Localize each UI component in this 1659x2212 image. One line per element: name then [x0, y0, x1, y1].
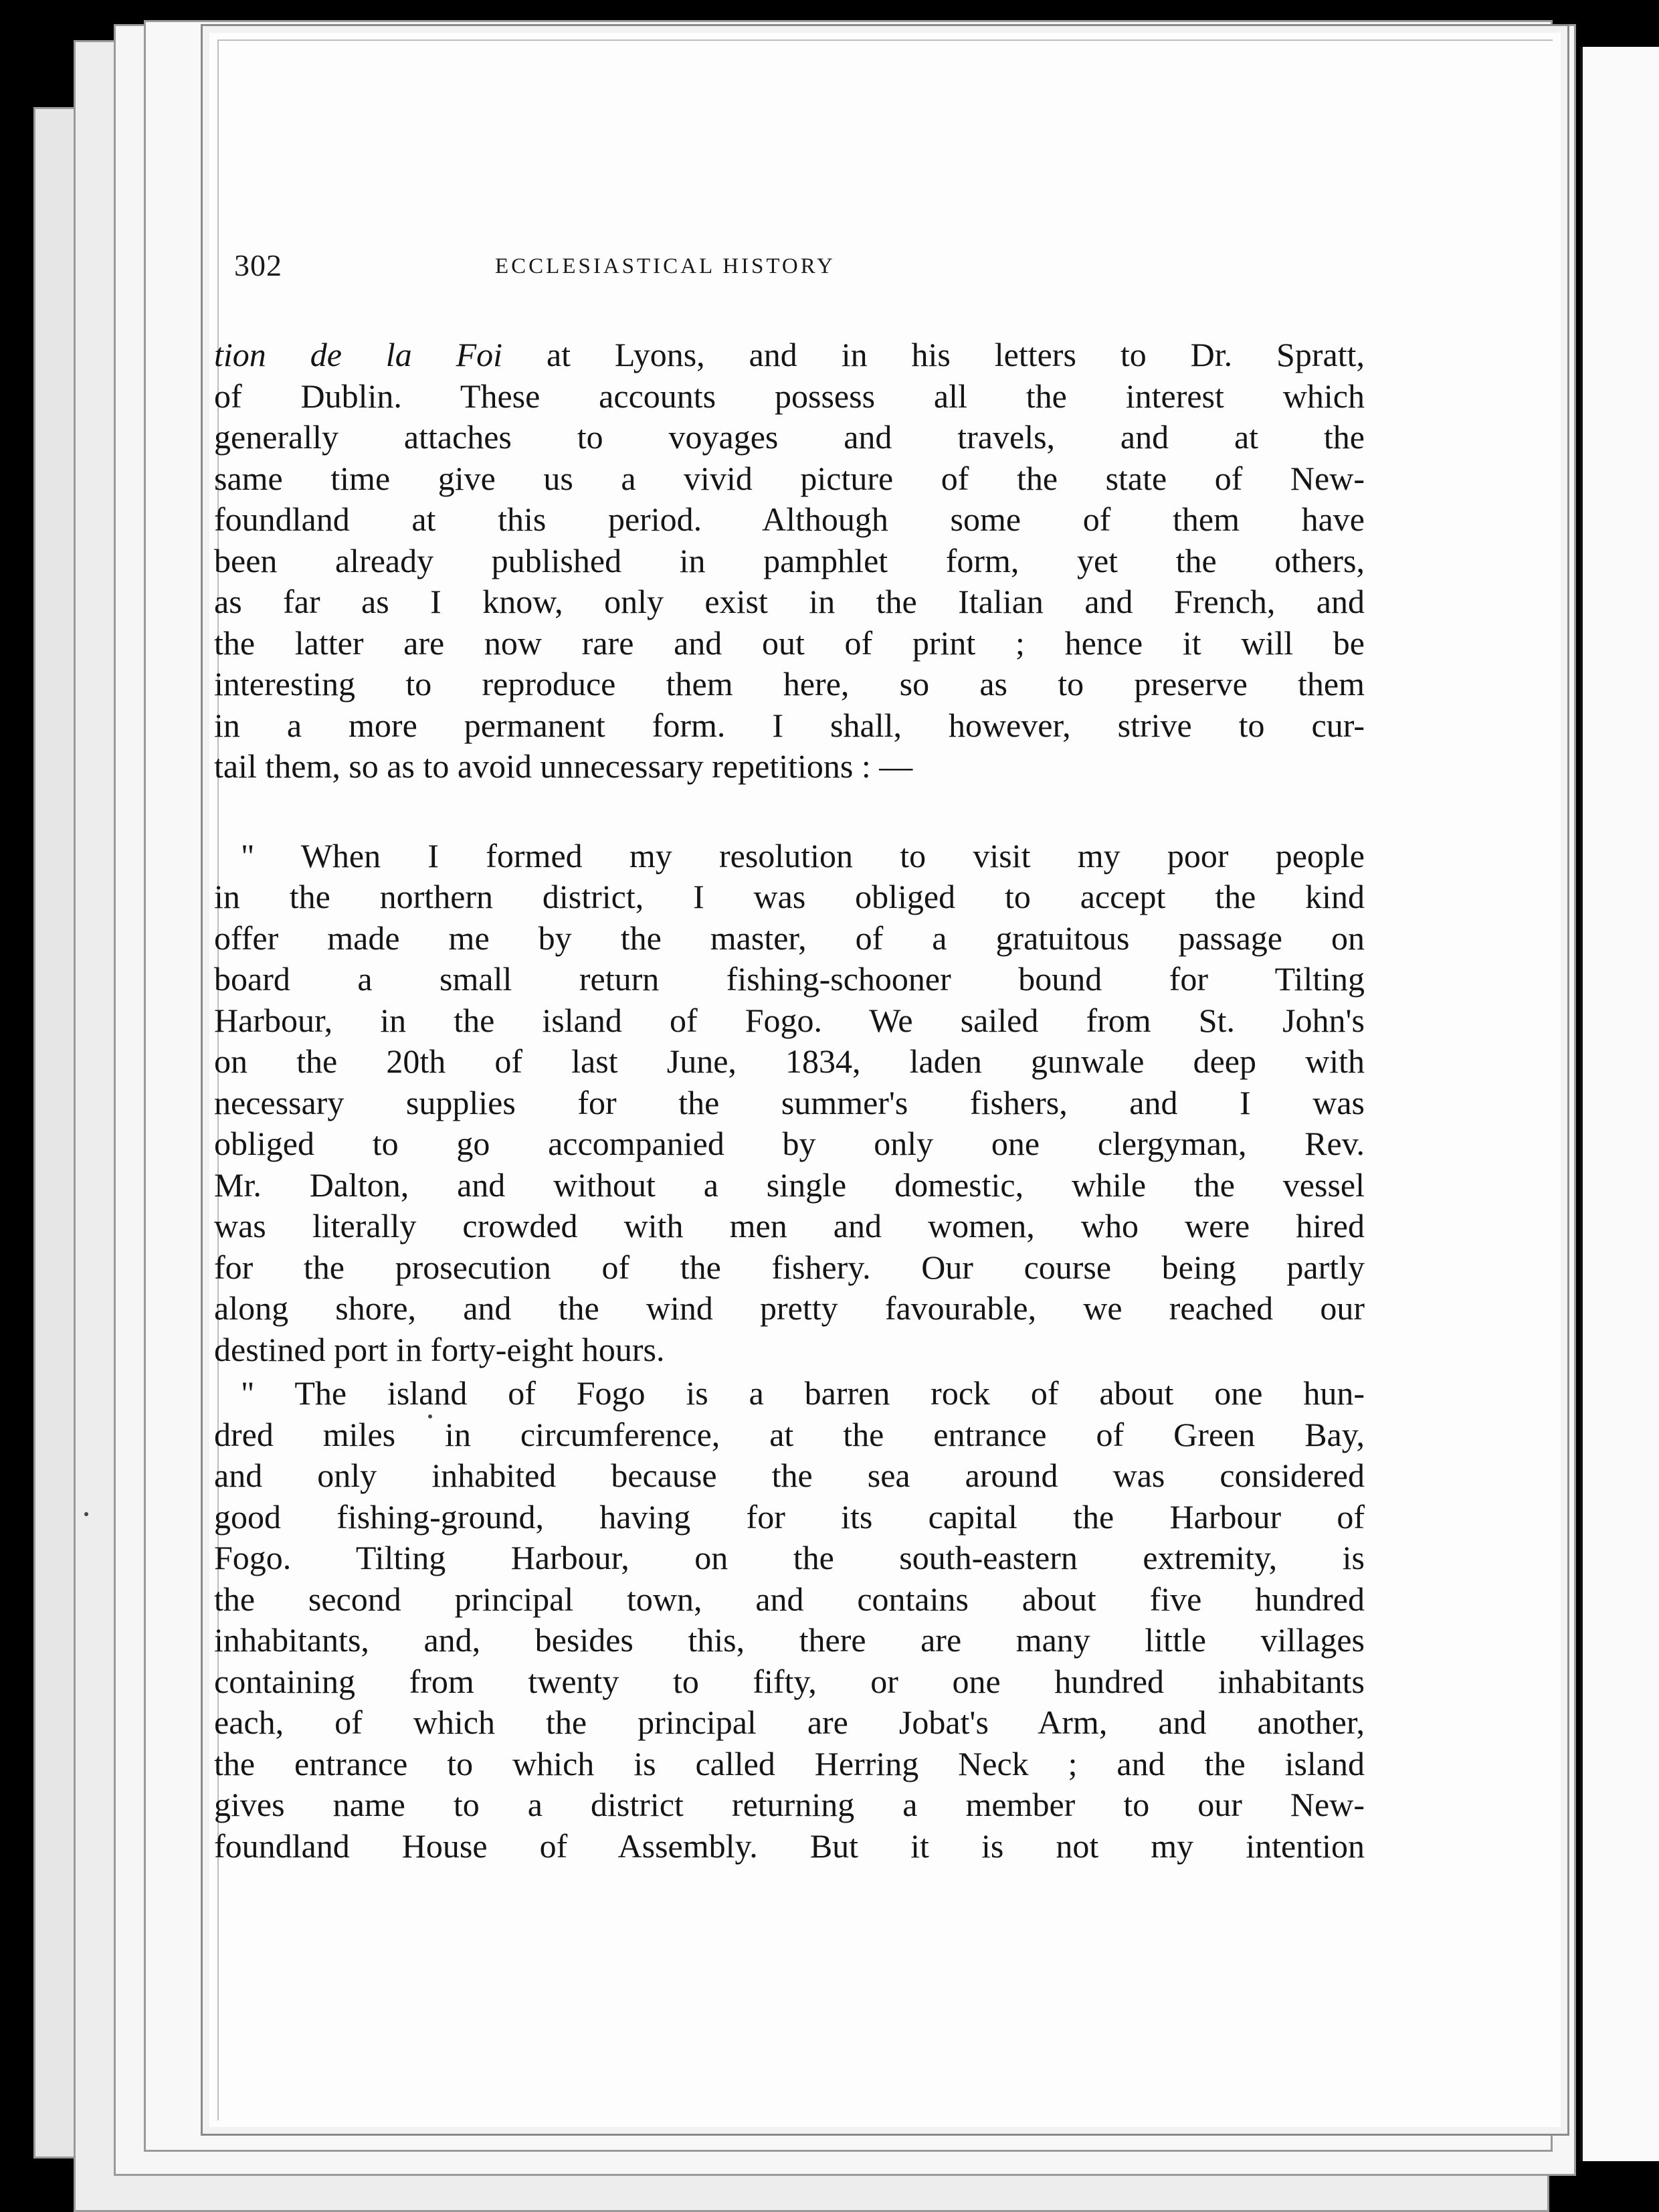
text-line: " The island of Fogo is a barren rock of about one hun- — [241, 1374, 1365, 1412]
text-line: tail them, so as to avoid unnecessary repetitions : — — [214, 747, 913, 785]
text-line: good fishing-ground, having for its capital the Harbour of — [214, 1497, 1365, 1536]
text-line: the entrance to which is called Herring Neck ; and the island — [214, 1744, 1365, 1782]
text-line: board a small return fishing-schooner bound for Tilting — [214, 960, 1365, 998]
page-number: 302 — [234, 248, 282, 282]
text-line: of Dublin. These accounts possess all the interest which — [214, 377, 1365, 415]
text-line: was literally crowded with men and women, who were hired — [214, 1207, 1365, 1245]
text-line: Fogo. Tilting Harbour, on the south-eastern extremity, is — [214, 1539, 1365, 1576]
paragraph — [214, 1373, 1365, 1867]
text-line: Mr. Dalton, and without a single domestic, while the vessel — [214, 1166, 1365, 1204]
scan-speck — [84, 1512, 88, 1516]
text-line: gives name to a district returning a member to our New- — [214, 1786, 1365, 1823]
text-line: in a more permanent form. I shall, however, strive to cur- — [214, 706, 1365, 744]
text-line: obliged to go accompanied by only one clergyman, Rev. — [214, 1125, 1365, 1162]
text-line: foundland House of Assembly. But it is not my intention — [214, 1827, 1365, 1865]
text-line: generally attaches to voyages and travels, and at the — [214, 418, 1365, 456]
text-line: been already published in pamphlet form, yet the others, — [214, 541, 1365, 579]
text-line: the latter are now rare and out of print ; hence it will be — [214, 624, 1365, 662]
text-line: containing from twenty to fifty, or one hundred inhabitants — [214, 1662, 1365, 1700]
facing-page-edge — [1580, 47, 1659, 2161]
text-line: interesting to reproduce them here, so as to preserve them — [214, 665, 1365, 703]
text-line: destined port in forty-eight hours. — [214, 1330, 665, 1368]
text-line: on the 20th of last June, 1834, laden gunwale deep with — [214, 1042, 1365, 1080]
text-line: offer made me by the master, of a gratuitous passage on — [214, 919, 1365, 957]
paragraph — [214, 836, 1365, 1371]
running-head — [234, 248, 1104, 294]
italic-phrase: tion de la Foi — [214, 336, 503, 373]
text-line: in the northern district, I was obliged to accept the kind — [214, 878, 1365, 915]
text-line: and only inhabited because the sea around was considered — [214, 1457, 1365, 1494]
text-line: same time give us a vivid picture of the state of New- — [214, 459, 1365, 497]
paragraph — [214, 335, 1365, 788]
running-title: ECCLESIASTICAL HISTORY — [495, 254, 836, 278]
text-line: the second principal town, and contains about five hundred — [214, 1580, 1365, 1618]
text-line: for the prosecution of the fishery. Our course being partly — [214, 1248, 1365, 1286]
text-line: as far as I know, only exist in the Italian and French, and — [214, 583, 1365, 620]
text-line: " When I formed my resolution to visit my poor people — [241, 836, 1365, 874]
text-line: Harbour, in the island of Fogo. We sailed from St. John's — [214, 1001, 1365, 1039]
body-text — [214, 335, 1365, 1867]
text-line: along shore, and the wind pretty favourable, we reached our — [214, 1289, 1365, 1327]
text-line: necessary supplies for the summer's fishers, and I was — [214, 1083, 1365, 1121]
text-line: dred miles in circumference, at the entrance of Green Bay, — [214, 1415, 1365, 1453]
text-line: each, of which the principal are Jobat's Arm, and another, — [214, 1703, 1365, 1741]
text-line: inhabitants, and, besides this, there are many little villages — [214, 1621, 1365, 1659]
text-line: foundland at this period. Although some of them have — [214, 500, 1365, 538]
paragraph-gap — [214, 788, 1365, 836]
text-line: tion de la Foi at Lyons, and in his letters to Dr. Spratt, — [214, 336, 1365, 373]
